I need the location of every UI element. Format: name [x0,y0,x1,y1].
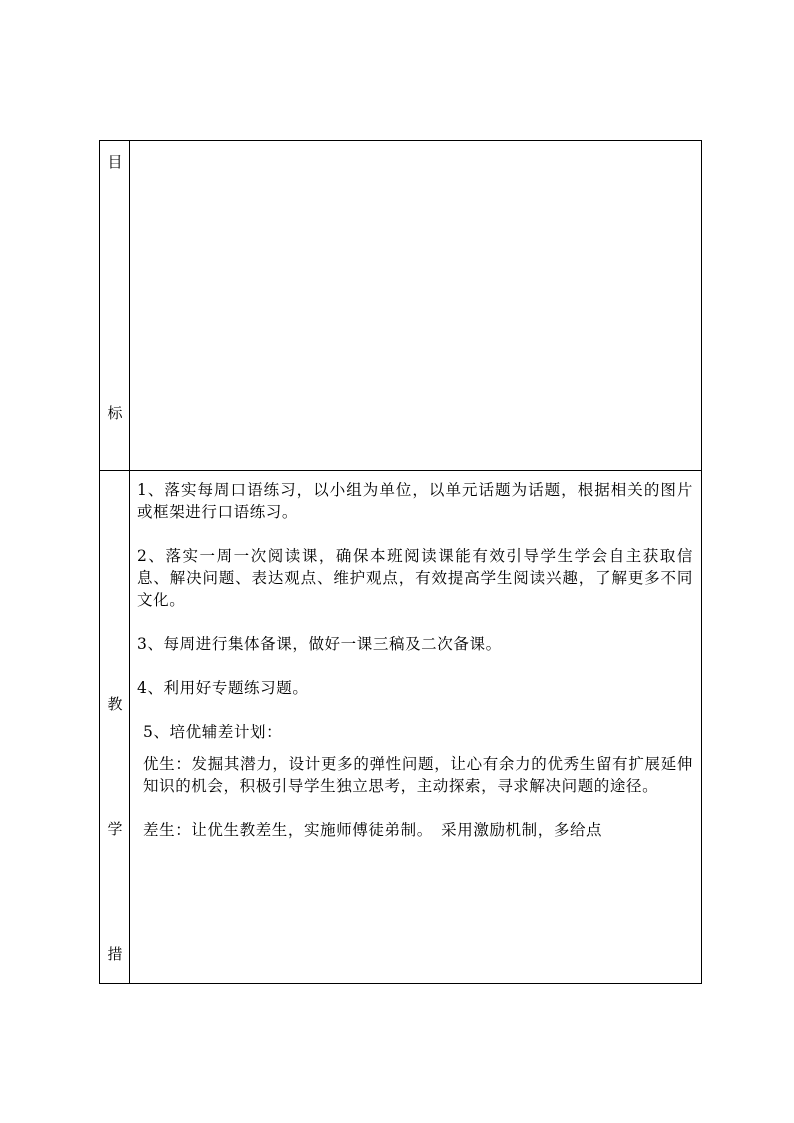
measures-label-cell [100,471,130,983]
measure-item-3: 3、每周进行集体备课，做好一课三稿及二次备课。 [137,635,502,653]
goal-label-bottom: 标 [107,404,123,422]
measure-item-2: 2、落实一周一次阅读课，确保本班阅读课能有效引导学生学会自主获取信息、解决问题、表达观点、维护观点，有效提高学生阅读兴趣，了解更多不同文化。 [137,547,693,609]
measures-label-xue: 学 [107,820,123,838]
measures-row [99,470,702,984]
measure-item-good-students: 优生：发掘其潜力，设计更多的弹性问题，让心有余力的优秀生留有扩展延伸知识的机会，积极引导学生独立思考，主动探索，寻求解决问题的途径。 [143,755,693,795]
measure-item-1: 1、落实每周口语练习，以小组为单位，以单元话题为话题，根据相关的图片或框架进行口语练习。 [137,481,693,521]
measure-item-weak-students: 差生：让优生教差生，实施师傅徒弟制。 采用激励机制，多给点 [143,821,603,839]
goal-label-top: 目 [107,153,123,171]
goal-row [99,140,702,471]
measure-item-5: 5、培优辅差计划： [143,723,283,741]
measures-label-jiao: 教 [107,695,123,713]
goal-label-cell [100,141,130,470]
measures-label-cuo: 措 [107,945,123,963]
measure-item-4: 4、利用好专题练习题。 [137,679,309,697]
measures-content-cell [137,479,693,863]
